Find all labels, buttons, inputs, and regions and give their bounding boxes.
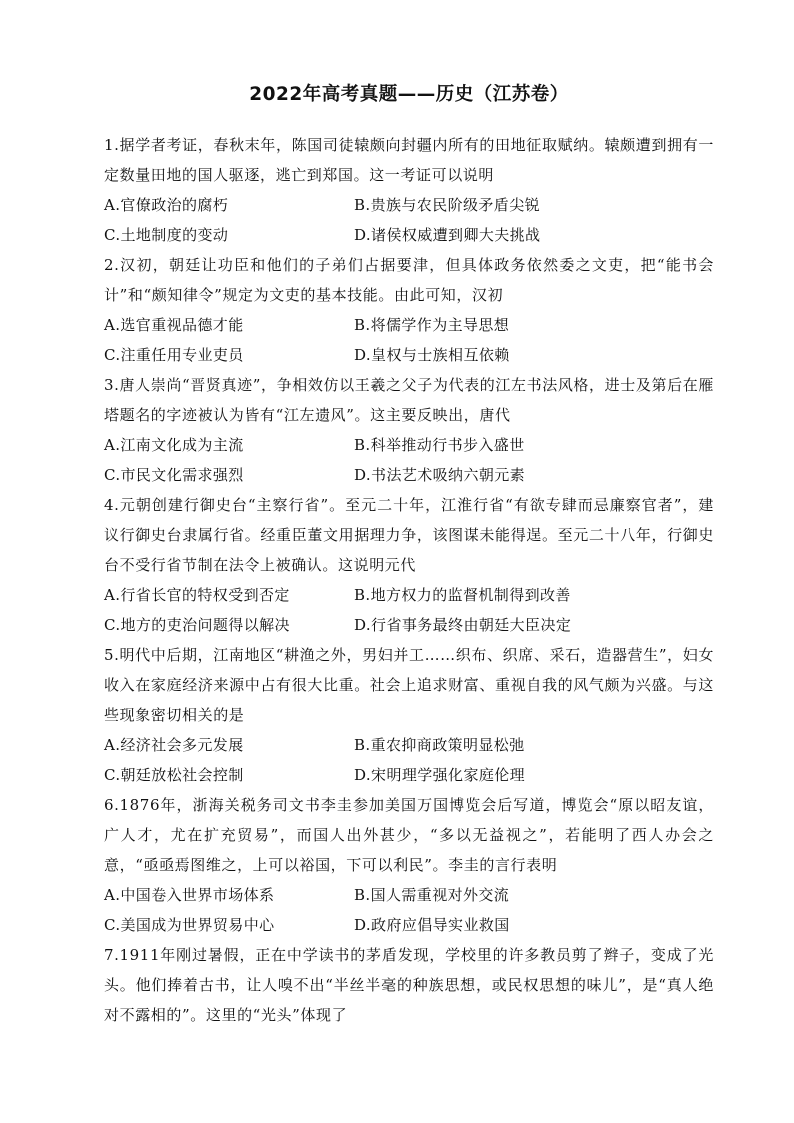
option-grid: [104, 580, 714, 640]
option-d: D.皇权与士族相互依赖: [354, 346, 510, 364]
page-title: 2022年高考真题——历史（江苏卷）: [249, 84, 569, 105]
option-d: D.行省事务最终由朝廷大臣决定: [354, 616, 572, 634]
option-c: C.朝廷放松社会控制: [104, 766, 244, 784]
question-stem: 4.元朝创建行御史台“主察行省”。至元二十年，江淮行省“有欲专肆而忌廉察官者”，建议行御史台隶属行省。经重臣董文用据理力争，该图谋未能得逞。至元二十八年，行御史台不受行省节制在法令上被确认。这说明元代: [104, 496, 714, 574]
option-b: B.国人需重视对外交流: [354, 886, 510, 904]
option-c: C.地方的吏治问题得以解决: [104, 616, 290, 634]
option-b: B.地方权力的监督机制得到改善: [354, 586, 571, 604]
question-7: [104, 940, 714, 1030]
option-b: B.贵族与农民阶级矛盾尖锐: [354, 196, 540, 214]
option-grid: [104, 430, 714, 490]
option-grid: [104, 880, 714, 940]
option-c: C.市民文化需求强烈: [104, 466, 244, 484]
question-1: [104, 130, 714, 250]
question-4: [104, 490, 714, 640]
option-a: A.经济社会多元发展: [104, 736, 244, 754]
question-stem: 2.汉初，朝廷让功臣和他们的子弟们占据要津，但具体政务依然委之文吏，把“能书会计”和“颇知律令”规定为文吏的基本技能。由此可知，汉初: [104, 256, 714, 304]
option-a: A.中国卷入世界市场体系: [104, 886, 275, 904]
option-d: D.诸侯权威遭到卿大夫挑战: [354, 226, 541, 244]
question-3: [104, 370, 714, 490]
question-stem: 6.1876年，浙海关税务司文书李圭参加美国万国博览会后写道，博览会“原以昭友谊，广人才，尤在扩充贸易”，而国人出外甚少，“多以无益视之”，若能明了西人办会之意，“亟亟焉图维之，上可以裕国，下可以利民”。李圭的言行表明: [104, 796, 714, 874]
option-d: D.宋明理学强化家庭伦理: [354, 766, 526, 784]
question-stem: 7.1911年刚过暑假，正在中学读书的茅盾发现，学校里的许多教员剪了辫子，变成了光头。他们捧着古书，让人嗅不出“半丝半毫的种族思想，或民权思想的味儿”，是“真人绝对不露相的”。这里的“光头”体现了: [104, 946, 714, 1024]
option-b: B.将儒学作为主导思想: [354, 316, 510, 334]
option-b: B.科举推动行书步入盛世: [354, 436, 525, 454]
question-stem: 5.明代中后期，江南地区“耕渔之外，男妇并工……织布、织席、采石，造器营生”，妇女收入在家庭经济来源中占有很大比重。社会上追求财富、重视自我的风气颇为兴盛。与这些现象密切相关的是: [104, 646, 714, 724]
option-a: A.江南文化成为主流: [104, 436, 244, 454]
question-5: [104, 640, 714, 790]
option-c: C.美国成为世界贸易中心: [104, 916, 275, 934]
option-d: D.政府应倡导实业救国: [354, 916, 510, 934]
question-2: [104, 250, 714, 370]
option-a: A.官僚政治的腐朽: [104, 196, 229, 214]
option-a: A.选官重视品德才能: [104, 316, 244, 334]
option-grid: [104, 310, 714, 370]
question-stem: 3.唐人崇尚“晋贤真迹”，争相效仿以王羲之父子为代表的江左书法风格，进士及第后在雁塔题名的字迹被认为皆有“江左遗风”。这主要反映出，唐代: [104, 376, 714, 424]
option-c: C.注重任用专业吏员: [104, 346, 244, 364]
question-stem: 1.据学者考证，春秋末年，陈国司徒辕颇向封疆内所有的田地征取赋纳。辕颇遭到拥有一定数量田地的国人驱逐，逃亡到郑国。这一考证可以说明: [104, 136, 714, 184]
option-b: B.重农抑商政策明显松弛: [354, 736, 525, 754]
option-c: C.土地制度的变动: [104, 226, 229, 244]
option-d: D.书法艺术吸纳六朝元素: [354, 466, 526, 484]
question-6: [104, 790, 714, 940]
option-a: A.行省长官的特权受到否定: [104, 586, 290, 604]
option-grid: [104, 730, 714, 790]
option-grid: [104, 190, 714, 250]
